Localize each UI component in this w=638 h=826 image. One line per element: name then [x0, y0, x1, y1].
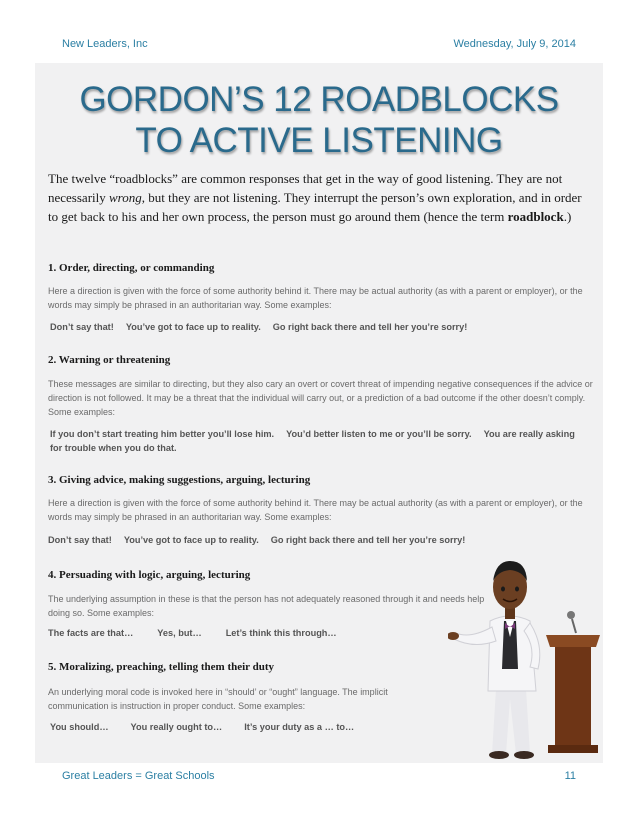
section-description: Here a direction is given with the force of some authority behind it. There may be actual authority (as with a parent or employer), or the words may simply be phrased in an authoritarian way. Some examples: — [48, 286, 583, 310]
example-text: The facts are that… — [48, 628, 134, 638]
speaker-illustration — [448, 549, 608, 764]
page-header — [62, 38, 576, 54]
example-text: Don’t say that! — [48, 535, 112, 545]
section-heading: 3. Giving advice, making suggestions, arguing, lecturing — [48, 474, 311, 486]
section-description: These messages are similar to directing, but they also cary an overt or covert threat of impending negative consequences if the advice or direction is not followed. It may be a threat that the individual will carry out, or a prediction of a bad outcome if the other doesn’t comply. Some examples: — [48, 379, 593, 417]
intro-emphasis: wrong — [109, 190, 142, 205]
intro-text-3: .) — [563, 209, 572, 224]
section-examples — [50, 720, 366, 734]
example-text: Go right back there and tell her you’re sorry! — [272, 322, 468, 332]
example-text: Go right back there and tell her you’re sorry! — [270, 535, 466, 545]
intro-strong: roadblock — [507, 209, 564, 224]
intro-paragraph — [48, 169, 588, 226]
example-text: You should… — [50, 722, 109, 732]
example-text: Don’t say that! — [50, 322, 114, 332]
section-examples — [48, 533, 477, 547]
section-description: Here a direction is given with the force of some authority behind it. There may be actual authority (as with a parent or employer), or the words may simply be phrased in an authoritarian way. Some examples: — [48, 498, 583, 522]
section-heading: 5. Moralizing, preaching, telling them their duty — [48, 661, 274, 673]
section-description: The underlying assumption in these is that the person has not adequately reasoned through it and needs help doing so. Some examples: — [48, 594, 485, 618]
person-figure — [448, 561, 540, 759]
example-text: Let’s think this through… — [225, 628, 337, 638]
page-footer — [62, 770, 576, 782]
example-text: You really ought to… — [130, 722, 223, 732]
header-date: Wednesday, July 9, 2014 — [453, 38, 576, 50]
page-title-line1: GORDON’S 12 ROADBLOCKS — [79, 80, 559, 119]
section-examples — [50, 320, 479, 334]
podium-icon — [546, 611, 600, 753]
section-examples — [48, 626, 349, 640]
intro-text-2: , but they are not listening. They interrupt the person’s own exploration, and in order to get back to his and her own process, the person must go around them (hence the term — [48, 190, 582, 224]
page-number: 11 — [564, 770, 576, 782]
example-text: Yes, but… — [157, 628, 202, 638]
section-heading: 1. Order, directing, or commanding — [48, 262, 215, 274]
footer-tagline: Great Leaders = Great Schools — [62, 770, 215, 782]
section-heading: 4. Persuading with logic, arguing, lecturing — [48, 569, 251, 581]
intro-text-1: The twelve “roadblocks” are common responses that get in the way of good listening. They are not necessarily — [48, 171, 563, 205]
example-text: It’s your duty as a … to… — [244, 722, 355, 732]
page-title-line2: TO ACTIVE LISTENING — [135, 121, 503, 160]
example-text: You’ve got to face up to reality. — [125, 322, 261, 332]
example-text: If you don’t start treating him better you’ll lose him. — [50, 429, 275, 439]
example-text: You are really asking for trouble when you do that. — [50, 429, 575, 453]
section-examples — [50, 427, 580, 455]
section-heading: 2. Warning or threatening — [48, 354, 171, 366]
section-description: An underlying moral code is invoked here in “should’ or “ought” language. The implicit communication is instruction in proper conduct. Some examples: — [48, 687, 388, 711]
example-text: You’d better listen to me or you’ll be sorry. — [286, 429, 472, 439]
example-text: You’ve got to face up to reality. — [123, 535, 259, 545]
header-org: New Leaders, Inc — [62, 38, 148, 50]
